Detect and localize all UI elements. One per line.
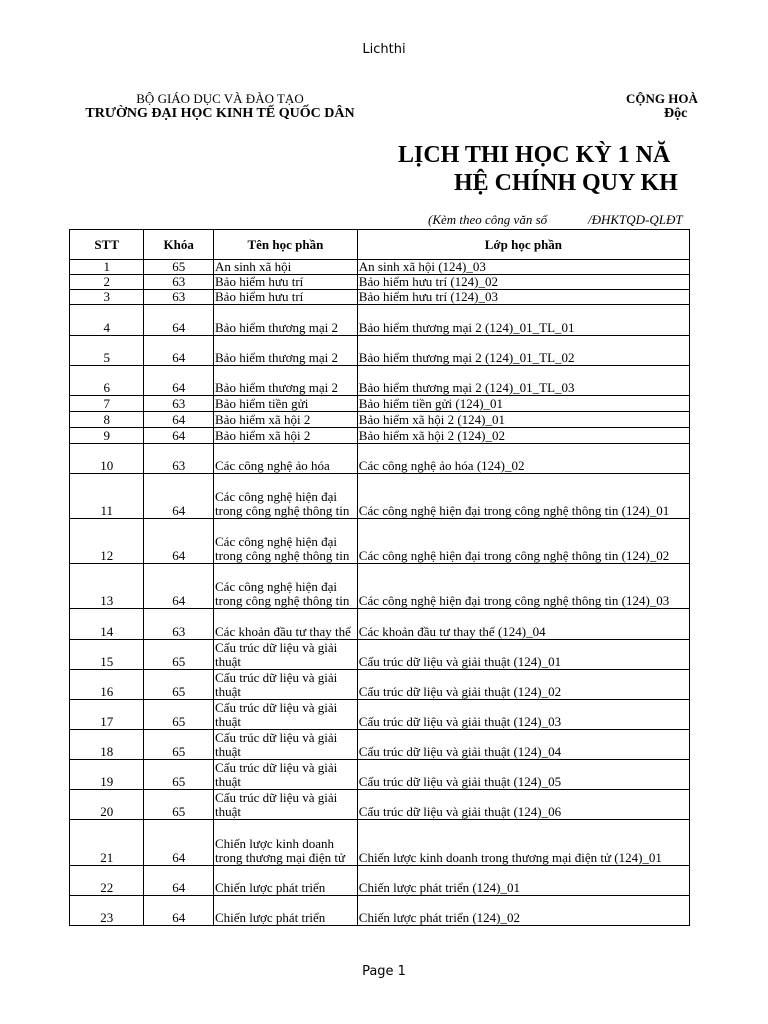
republic-heading: CỘNG HOÀ [626, 91, 698, 106]
header-ten-hoc-phan: Tên học phần [214, 230, 358, 260]
cell-ten-hoc-phan: Cấu trúc dữ liệu và giải thuật [214, 760, 358, 790]
cell-lop-hoc-phan: Các công nghệ hiện đại trong công nghệ thông tin (124)_03 [357, 564, 689, 609]
cell-ten-hoc-phan: Các công nghệ hiện đại trong công nghệ thông tin [214, 519, 358, 564]
cell-lop-hoc-phan: Chiến lược phát triển (124)_02 [357, 896, 689, 926]
table-row [70, 564, 690, 609]
cell-lop-hoc-phan: Chiến lược kinh doanh trong thương mại điện tử (124)_01 [357, 820, 689, 866]
cell-khoa: 65 [144, 730, 214, 760]
cell-ten-hoc-phan: Bảo hiểm hưu trí [214, 275, 358, 290]
cell-ten-hoc-phan: Chiến lược phát triển [214, 866, 358, 896]
cell-stt: 21 [70, 820, 144, 866]
cell-khoa: 64 [144, 564, 214, 609]
table-row [70, 640, 690, 670]
header-khoa: Khóa [144, 230, 214, 260]
cell-stt: 16 [70, 670, 144, 700]
exam-schedule-table [69, 229, 690, 926]
cell-stt: 6 [70, 366, 144, 396]
cell-stt: 11 [70, 474, 144, 519]
cell-khoa: 64 [144, 474, 214, 519]
table-row [70, 290, 690, 305]
cell-ten-hoc-phan: An sinh xã hội [214, 260, 358, 275]
cell-khoa: 63 [144, 290, 214, 305]
cell-khoa: 63 [144, 396, 214, 412]
cell-stt: 19 [70, 760, 144, 790]
cell-lop-hoc-phan: Các công nghệ hiện đại trong công nghệ thông tin (124)_02 [357, 519, 689, 564]
cell-lop-hoc-phan: An sinh xã hội (124)_03 [357, 260, 689, 275]
document-title-line1: LỊCH THI HỌC KỲ 1 NĂ [398, 142, 671, 168]
cell-ten-hoc-phan: Cấu trúc dữ liệu và giải thuật [214, 730, 358, 760]
cell-ten-hoc-phan: Các công nghệ hiện đại trong công nghệ thông tin [214, 564, 358, 609]
cell-lop-hoc-phan: Bảo hiểm xã hội 2 (124)_02 [357, 428, 689, 444]
cell-ten-hoc-phan: Cấu trúc dữ liệu và giải thuật [214, 670, 358, 700]
cell-lop-hoc-phan: Bảo hiểm thương mại 2 (124)_01_TL_03 [357, 366, 689, 396]
table-row [70, 700, 690, 730]
cell-khoa: 64 [144, 336, 214, 366]
cell-stt: 3 [70, 290, 144, 305]
reference-note: (Kèm theo công văn số [428, 212, 548, 227]
cell-stt: 18 [70, 730, 144, 760]
page-header: Lichthi [362, 42, 406, 57]
table-row [70, 866, 690, 896]
cell-lop-hoc-phan: Cấu trúc dữ liệu và giải thuật (124)_06 [357, 790, 689, 820]
cell-khoa: 65 [144, 790, 214, 820]
cell-lop-hoc-phan: Các công nghệ ảo hóa (124)_02 [357, 444, 689, 474]
table-row [70, 260, 690, 275]
cell-ten-hoc-phan: Các công nghệ ảo hóa [214, 444, 358, 474]
cell-khoa: 65 [144, 640, 214, 670]
cell-khoa: 63 [144, 444, 214, 474]
cell-stt: 2 [70, 275, 144, 290]
table-header-row [70, 230, 690, 260]
cell-stt: 17 [70, 700, 144, 730]
cell-lop-hoc-phan: Cấu trúc dữ liệu và giải thuật (124)_05 [357, 760, 689, 790]
cell-lop-hoc-phan: Các khoản đầu tư thay thế (124)_04 [357, 609, 689, 640]
cell-lop-hoc-phan: Bảo hiểm hưu trí (124)_02 [357, 275, 689, 290]
table-row [70, 305, 690, 336]
table-row [70, 275, 690, 290]
cell-khoa: 64 [144, 412, 214, 428]
ministry-name: BỘ GIÁO DỤC VÀ ĐÀO TẠO [136, 91, 304, 106]
cell-khoa: 64 [144, 428, 214, 444]
table-row [70, 760, 690, 790]
page-footer: Page 1 [362, 964, 406, 979]
cell-stt: 20 [70, 790, 144, 820]
cell-ten-hoc-phan: Bảo hiểm xã hội 2 [214, 412, 358, 428]
cell-khoa: 65 [144, 260, 214, 275]
cell-ten-hoc-phan: Cấu trúc dữ liệu và giải thuật [214, 700, 358, 730]
cell-stt: 14 [70, 609, 144, 640]
reference-number: /ĐHKTQD-QLĐT [588, 212, 683, 227]
cell-lop-hoc-phan: Các công nghệ hiện đại trong công nghệ thông tin (124)_01 [357, 474, 689, 519]
cell-ten-hoc-phan: Các công nghệ hiện đại trong công nghệ thông tin [214, 474, 358, 519]
cell-ten-hoc-phan: Bảo hiểm tiền gửi [214, 396, 358, 412]
table-row [70, 396, 690, 412]
cell-stt: 4 [70, 305, 144, 336]
cell-lop-hoc-phan: Cấu trúc dữ liệu và giải thuật (124)_04 [357, 730, 689, 760]
cell-ten-hoc-phan: Bảo hiểm thương mại 2 [214, 305, 358, 336]
cell-ten-hoc-phan: Các khoản đầu tư thay thế [214, 609, 358, 640]
table-row [70, 444, 690, 474]
cell-lop-hoc-phan: Cấu trúc dữ liệu và giải thuật (124)_03 [357, 700, 689, 730]
cell-stt: 8 [70, 412, 144, 428]
cell-khoa: 64 [144, 366, 214, 396]
cell-stt: 9 [70, 428, 144, 444]
cell-khoa: 64 [144, 896, 214, 926]
cell-ten-hoc-phan: Bảo hiểm hưu trí [214, 290, 358, 305]
university-name: TRƯỜNG ĐẠI HỌC KINH TẾ QUỐC DÂN [85, 106, 355, 121]
cell-stt: 1 [70, 260, 144, 275]
table-row [70, 474, 690, 519]
cell-ten-hoc-phan: Bảo hiểm xã hội 2 [214, 428, 358, 444]
cell-khoa: 63 [144, 609, 214, 640]
cell-khoa: 63 [144, 275, 214, 290]
cell-ten-hoc-phan: Cấu trúc dữ liệu và giải thuật [214, 790, 358, 820]
cell-ten-hoc-phan: Cấu trúc dữ liệu và giải thuật [214, 640, 358, 670]
cell-khoa: 64 [144, 519, 214, 564]
cell-stt: 22 [70, 866, 144, 896]
cell-khoa: 64 [144, 820, 214, 866]
cell-khoa: 64 [144, 866, 214, 896]
cell-khoa: 65 [144, 760, 214, 790]
table-body [70, 260, 690, 926]
cell-stt: 5 [70, 336, 144, 366]
table-row [70, 820, 690, 866]
cell-stt: 12 [70, 519, 144, 564]
table-row [70, 366, 690, 396]
cell-lop-hoc-phan: Bảo hiểm xã hội 2 (124)_01 [357, 412, 689, 428]
cell-khoa: 65 [144, 670, 214, 700]
cell-lop-hoc-phan: Bảo hiểm thương mại 2 (124)_01_TL_01 [357, 305, 689, 336]
cell-lop-hoc-phan: Bảo hiểm tiền gửi (124)_01 [357, 396, 689, 412]
cell-stt: 13 [70, 564, 144, 609]
cell-stt: 7 [70, 396, 144, 412]
table-row [70, 336, 690, 366]
header-lop-hoc-phan: Lớp học phần [357, 230, 689, 260]
table-row [70, 519, 690, 564]
cell-stt: 15 [70, 640, 144, 670]
motto-heading: Độc [664, 106, 688, 121]
cell-ten-hoc-phan: Bảo hiểm thương mại 2 [214, 336, 358, 366]
cell-khoa: 65 [144, 700, 214, 730]
table-row [70, 428, 690, 444]
cell-lop-hoc-phan: Cấu trúc dữ liệu và giải thuật (124)_01 [357, 640, 689, 670]
cell-lop-hoc-phan: Chiến lược phát triển (124)_01 [357, 866, 689, 896]
cell-khoa: 64 [144, 305, 214, 336]
cell-lop-hoc-phan: Cấu trúc dữ liệu và giải thuật (124)_02 [357, 670, 689, 700]
cell-ten-hoc-phan: Bảo hiểm thương mại 2 [214, 366, 358, 396]
table-row [70, 896, 690, 926]
cell-stt: 23 [70, 896, 144, 926]
cell-lop-hoc-phan: Bảo hiểm hưu trí (124)_03 [357, 290, 689, 305]
cell-stt: 10 [70, 444, 144, 474]
table-row [70, 670, 690, 700]
cell-ten-hoc-phan: Chiến lược kinh doanh trong thương mại điện tử [214, 820, 358, 866]
cell-ten-hoc-phan: Chiến lược phát triển [214, 896, 358, 926]
table-row [70, 790, 690, 820]
header-stt: STT [70, 230, 144, 260]
table-row [70, 609, 690, 640]
document-title-line2: HỆ CHÍNH QUY KH [454, 170, 678, 196]
cell-lop-hoc-phan: Bảo hiểm thương mại 2 (124)_01_TL_02 [357, 336, 689, 366]
table-row [70, 412, 690, 428]
table-row [70, 730, 690, 760]
